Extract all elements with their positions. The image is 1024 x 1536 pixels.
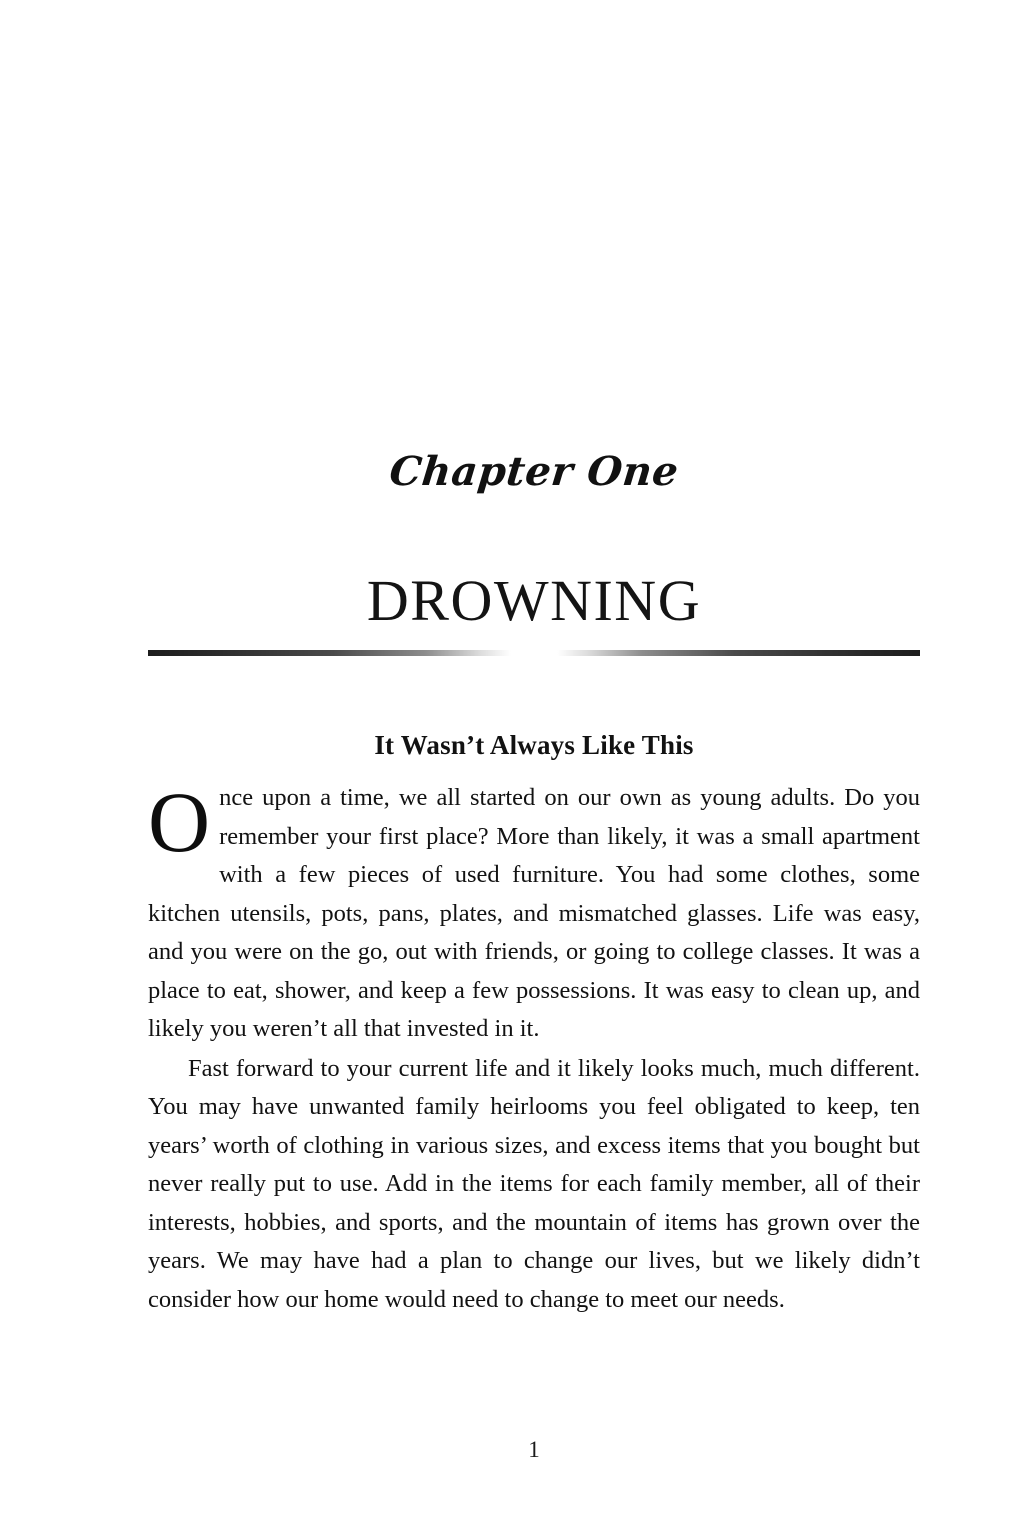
paragraph-2 [148,1050,920,1320]
paragraph-1-text: nce upon a time, we all started on our own as young adults. Do you remember your first place? More than likely, it was a small apartment with a few pieces of used furniture. You had some clothes, some kitchen utensils, pots, pans, plates, and mismatched glasses. Life was easy, and you were on the go, out with friends, or going to college classes. It was a place to eat, shower, and keep a few possessions. It was easy to clean up, and likely you weren’t all that invested in it. [148,784,920,1042]
body-copy [148,774,920,1319]
drop-cap-letter: O [148,774,211,870]
chapter-label: Chapter One [387,448,681,495]
page-number: 1 [528,1437,540,1462]
paragraph-2-text: Fast forward to your current life and it likely looks much, much different. You may have unwanted family heirlooms you feel obligated to keep, ten years’ worth of clothing in various sizes, and excess items that you bought but never really put to use. Add in the items for each family member, all of their interests, hobbies, and sports, and the mountain of items has grown over the years. We may have had a plan to change our lives, but we likely didn’t consider how our home would need to change to meet our needs. [148,1054,920,1313]
paragraph-1 [148,774,920,1049]
divider-bar [148,650,920,656]
chapter-title: DROWNING [366,567,702,633]
section-heading: It Wasn’t Always Like This [374,730,694,761]
section-divider-rule [148,650,920,656]
